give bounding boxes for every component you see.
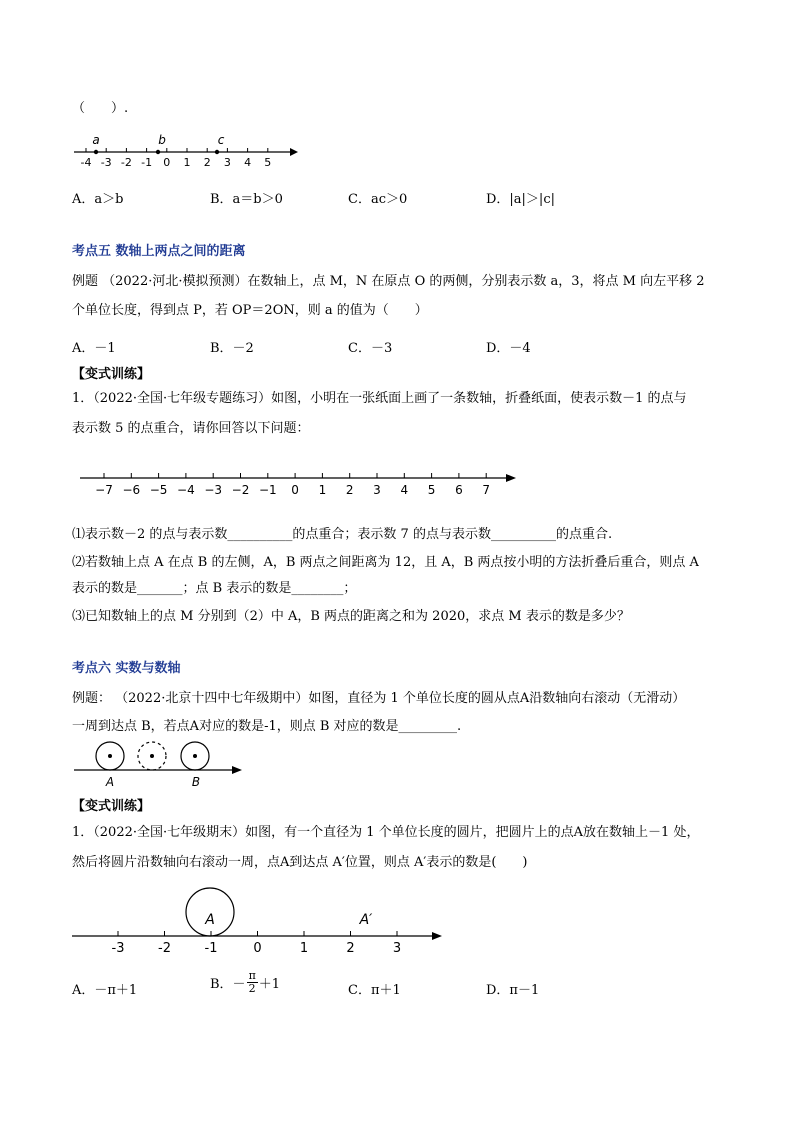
axis2-tick-label: −1 (258, 483, 277, 497)
axis1-tick-label: -1 (141, 156, 153, 169)
axis-arrow (232, 766, 242, 774)
axis-arrow (290, 148, 298, 156)
axis2-tick-label: 7 (482, 483, 491, 497)
option-d: D．－4 (486, 341, 531, 356)
axis-arrow (506, 474, 516, 482)
example-text-line2: 个单位长度，得到点 P，若 OP＝2ON，则 a 的值为（ ） (72, 303, 428, 318)
label-a-prime: A′ (359, 912, 373, 928)
axis2-tick-label: 1 (318, 483, 327, 497)
option-d: D．π－1 (486, 983, 540, 998)
label-a: a (92, 133, 100, 147)
axis3-tick-label: -3 (111, 941, 125, 956)
example-text-line2: 一周到达点 B，若点A对应的数是-1，则点 B 对应的数是_________. (72, 719, 462, 734)
axis3-tick-label: 3 (392, 941, 402, 956)
practice-label: 【变式训练】 (72, 799, 151, 814)
axis2-tick-label: 3 (373, 483, 381, 497)
axis1-tick-label: 4 (244, 156, 252, 169)
option-b-tail: ＋1 (258, 977, 281, 992)
axis3-tick-label: 2 (346, 941, 355, 956)
axis2-tick-label: −7 (95, 483, 113, 497)
fraction-numerator: π (248, 969, 256, 982)
circle-center (193, 754, 197, 758)
option-a: A．a＞b (72, 192, 124, 207)
axis2-tick-label: 2 (345, 483, 354, 497)
axis1-tick-label: -3 (100, 156, 112, 169)
axis-arrow (432, 932, 442, 940)
option-c: C．π＋1 (348, 983, 401, 998)
option-c: C．－3 (348, 341, 393, 356)
axis1-tick-label: 5 (264, 156, 272, 169)
label-c: c (217, 133, 225, 147)
axis2-tick-label: 4 (400, 483, 409, 497)
circle-center (108, 754, 112, 758)
practice-label: 【变式训练】 (72, 367, 151, 382)
example-text-line1: 例题 （2022·河北·模拟预测）在数轴上，点 M，N 在原点 O 的两侧，分别表示数 a，3，将点 M 向左平移 2 (72, 274, 705, 289)
question-1-line2: 表示数 5 的点重合，请你回答以下问题： (72, 421, 310, 436)
axis2-tick-label: −5 (149, 483, 168, 497)
axis2-tick-label: 0 (291, 483, 299, 497)
axis1-tick-label: 1 (183, 156, 191, 169)
axis1-tick-label: 2 (203, 156, 211, 169)
axis2-tick-label: 6 (455, 483, 463, 497)
number-line-1 (70, 132, 310, 172)
rolling-circle-figure (70, 740, 250, 792)
fraction (247, 970, 258, 995)
example-text-line1: 例题： （2022·北京十四中七年级期中）如图，直径为 1 个单位长度的圆从点A沿数轴向右滚动（无滑动） (72, 691, 686, 706)
option-b (210, 970, 280, 995)
point-c (215, 150, 219, 154)
option-d: D．|a|＞|c| (486, 192, 555, 207)
label-a: A (205, 912, 215, 928)
label-b: b (158, 133, 166, 147)
label-b: B (191, 775, 201, 789)
axis2-tick-label: −3 (204, 483, 223, 497)
number-line-2 (76, 466, 526, 500)
option-a: A．－1 (72, 341, 116, 356)
sub-question-2-line1: ⑵若数轴上点 A 在点 B 的左侧，A，B 两点之间距离为 12，且 A，B 两点按小明的方法折叠后重合，则点 A (72, 555, 699, 570)
axis1-tick-label: -4 (80, 156, 92, 169)
axis2-tick-label: −2 (231, 483, 250, 497)
sub-question-2-line2: 表示的数是_______；点 B 表示的数是________； (72, 581, 357, 596)
option-c: C．ac＞0 (348, 192, 408, 207)
question-1-line2: 然后将圆片沿数轴向右滚动一周，点A到达点 A′位置，则点 A′表示的数是( ) (72, 855, 528, 870)
axis1-tick-label: 3 (223, 156, 231, 169)
option-b: B．－2 (210, 341, 254, 356)
section-heading-6: 考点六 实数与数轴 (72, 661, 181, 676)
option-a: A．－π＋1 (72, 983, 138, 998)
axis2-tick-label: −4 (177, 483, 195, 497)
axis2-tick-label: −6 (122, 483, 141, 497)
axis3-tick-label: -2 (158, 941, 171, 956)
axis1-tick-label: 0 (163, 156, 171, 169)
number-line-3 (70, 884, 450, 964)
circle-center (150, 754, 154, 758)
sub-question-3: ⑶已知数轴上的点 M 分别到（2）中 A，B 两点的距离之和为 2020，求点 M 表示的数是多少？ (72, 609, 630, 624)
fraction-denominator: 2 (248, 982, 256, 995)
axis3-tick-label: 1 (299, 941, 309, 956)
option-b-prefix: B．－ (210, 977, 246, 992)
axis3-tick-label: 0 (253, 941, 262, 956)
axis3-tick-label: -1 (204, 941, 218, 956)
point-a (94, 150, 98, 154)
label-a: A (105, 775, 115, 789)
axis2-tick-label: 5 (427, 483, 436, 497)
section-heading-5: 考点五 数轴上两点之间的距离 (72, 244, 246, 259)
question-1-line1: 1．（2022·全国·七年级期末）如图，有一个直径为 1 个单位长度的圆片，把圆片上的点A放在数轴上－1 处， (72, 825, 700, 840)
sub-question-1: ⑴表示数－2 的点与表示数__________的点重合；表示数 7 的点与表示数__________的点重合. (72, 527, 613, 542)
option-b: B．a＝b＞0 (210, 192, 283, 207)
question-1-line1: 1．（2022·全国·七年级专题练习）如图，小明在一张纸面上画了一条数轴，折叠纸面，使表示数－1 的点与 (72, 391, 687, 406)
point-b (156, 150, 160, 154)
axis1-tick-label: -2 (120, 156, 132, 169)
question-paren: （ ）. (72, 101, 129, 116)
